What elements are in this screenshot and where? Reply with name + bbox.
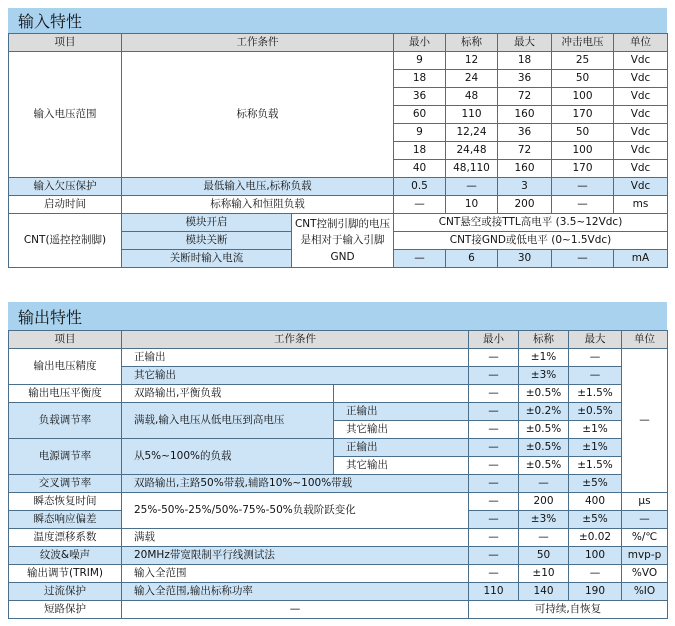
output-header-row: [9, 331, 668, 349]
table-row: [9, 349, 668, 367]
cell-max: —: [569, 349, 622, 367]
deviation-label: 瞬态响应偏差: [9, 511, 122, 529]
cell-max: 100: [569, 547, 622, 565]
cnt-off-current: 关断时输入电流: [122, 250, 292, 268]
scp-cond: —: [122, 601, 469, 619]
cell-unit: %VO: [622, 565, 668, 583]
col-condition: 工作条件: [122, 34, 394, 52]
cell-min: —: [469, 565, 519, 583]
cell-nom: ±0.2%: [519, 403, 569, 421]
cell-nom: 140: [519, 583, 569, 601]
cell-nom: ±0.5%: [519, 421, 569, 439]
startup-row: [9, 196, 668, 214]
cell-max: ±1.5%: [569, 385, 622, 403]
scp-label: 短路保护: [9, 601, 122, 619]
cell-min: 9: [394, 52, 446, 70]
cell-max: 18: [498, 52, 552, 70]
cell-surge: 50: [552, 124, 614, 142]
output-section-title: 输出特性: [8, 302, 667, 330]
cell-min: —: [469, 367, 519, 385]
table-row: [9, 403, 668, 421]
cell-min: —: [469, 457, 519, 475]
cell-unit: Vdc: [614, 124, 668, 142]
cell-min: —: [469, 511, 519, 529]
cell-unit: mvp-p: [622, 547, 668, 565]
balance-cond: 双路输出,平衡负载: [122, 385, 334, 403]
cell-unit: Vdc: [614, 142, 668, 160]
accuracy-main-cond: 正输出: [122, 349, 469, 367]
cell-nom: 12: [446, 52, 498, 70]
cell-nom: 12,24: [446, 124, 498, 142]
cell-nom: ±0.5%: [519, 439, 569, 457]
scp-value: 可持续,自恢复: [469, 601, 668, 619]
cell-max: 36: [498, 124, 552, 142]
cell-max: ±0.02: [569, 529, 622, 547]
cell-nom: ±0.5%: [519, 457, 569, 475]
cell-min: —: [469, 439, 519, 457]
cell-min: —: [469, 529, 519, 547]
cell-surge: —: [552, 178, 614, 196]
cell-nom: ±10: [519, 565, 569, 583]
voltage-range-condition: 标称负载: [122, 52, 394, 178]
cell-surge: 170: [552, 106, 614, 124]
load-reg-pos: 正输出: [334, 403, 469, 421]
cell-min: —: [469, 547, 519, 565]
cell-unit: %/℃: [622, 529, 668, 547]
undervoltage-label: 输入欠压保护: [9, 178, 122, 196]
table-row: [9, 385, 668, 403]
load-reg-label: 负载调节率: [9, 403, 122, 439]
cell-max: ±5%: [569, 475, 622, 493]
cell-max: 400: [569, 493, 622, 511]
cell-max: 160: [498, 106, 552, 124]
cell-unit: ms: [614, 196, 668, 214]
cell-max: —: [569, 367, 622, 385]
cell-min: —: [469, 403, 519, 421]
trim-cond: 输入全范围: [122, 565, 469, 583]
temp-cond: 满载: [122, 529, 469, 547]
cell-nom: ±3%: [519, 367, 569, 385]
cell-nom: 110: [446, 106, 498, 124]
cell-unit: Vdc: [614, 70, 668, 88]
cell-unit: Vdc: [614, 52, 668, 70]
ocp-cond: 输入全范围,输出标称功率: [122, 583, 469, 601]
cell-unit: μs: [622, 493, 668, 511]
table-row: [9, 565, 668, 583]
voltage-range-label: 输入电压范围: [9, 52, 122, 178]
cell-nom: ±1%: [519, 349, 569, 367]
col-surge: 冲击电压: [552, 34, 614, 52]
cell-min: —: [469, 475, 519, 493]
cell-max: —: [569, 565, 622, 583]
cell-nom: 24,48: [446, 142, 498, 160]
col-min: 最小: [394, 34, 446, 52]
cell-min: —: [469, 493, 519, 511]
table-row: [9, 52, 668, 70]
col-max: 最大: [498, 34, 552, 52]
line-reg-other: 其它输出: [334, 457, 469, 475]
load-reg-other: 其它输出: [334, 421, 469, 439]
output-spec-table: [8, 330, 668, 619]
cell-max: 72: [498, 88, 552, 106]
cell-min: —: [394, 196, 446, 214]
col-min: 最小: [469, 331, 519, 349]
cell-surge: 25: [552, 52, 614, 70]
regulation-unit: —: [622, 349, 668, 493]
cnt-off-spec: CNT接GND或低电平 (0~1.5Vdc): [394, 232, 668, 250]
cell-min: 9: [394, 124, 446, 142]
temp-label: 温度漂移系数: [9, 529, 122, 547]
col-condition: 工作条件: [122, 331, 469, 349]
table-row: [9, 475, 668, 493]
table-row: [9, 439, 668, 457]
table-row: [9, 547, 668, 565]
input-section-title: 输入特性: [8, 8, 667, 33]
cell-nom: 10: [446, 196, 498, 214]
cell-nom: —: [519, 529, 569, 547]
cell-max: ±5%: [569, 511, 622, 529]
cell-surge: —: [552, 196, 614, 214]
cell-max: 190: [569, 583, 622, 601]
cnt-label: CNT(遥控控制脚): [9, 214, 122, 268]
startup-condition: 标称输入和恒阻负载: [122, 196, 394, 214]
col-unit: 单位: [614, 34, 668, 52]
cell-unit: Vdc: [614, 160, 668, 178]
col-unit: 单位: [622, 331, 668, 349]
ripple-label: 纹波&噪声: [9, 547, 122, 565]
cell-max: 200: [498, 196, 552, 214]
cell-min: 36: [394, 88, 446, 106]
cell-max: ±1.5%: [569, 457, 622, 475]
col-item: 项目: [9, 34, 122, 52]
cell-unit: —: [622, 511, 668, 529]
cell-nom: —: [446, 178, 498, 196]
cell-surge: 50: [552, 70, 614, 88]
cnt-module-on: 模块开启: [122, 214, 292, 232]
cell-max: 160: [498, 160, 552, 178]
ocp-label: 过流保护: [9, 583, 122, 601]
cell-nom: ±0.5%: [519, 385, 569, 403]
cell-min: —: [469, 349, 519, 367]
undervoltage-row: [9, 178, 668, 196]
load-reg-cond: 满载,输入电压从低电压到高电压: [122, 403, 334, 439]
ripple-cond: 20MHz带宽限制平行线测试法: [122, 547, 469, 565]
cell-nom: 48,110: [446, 160, 498, 178]
cell-min: —: [469, 421, 519, 439]
cnt-module-off: 模块关断: [122, 232, 292, 250]
cell-max: 72: [498, 142, 552, 160]
table-row: [9, 529, 668, 547]
cell-max: 3: [498, 178, 552, 196]
cell-nom: 50: [519, 547, 569, 565]
cell-min: 40: [394, 160, 446, 178]
cell-unit: Vdc: [614, 178, 668, 196]
cnt-description: CNT控制引脚的电压是相对于输入引脚GND: [292, 214, 394, 268]
undervoltage-condition: 最低输入电压,标称负载: [122, 178, 394, 196]
cell-min: —: [394, 250, 446, 268]
cell-min: 60: [394, 106, 446, 124]
cell-surge: 100: [552, 88, 614, 106]
line-reg-pos: 正输出: [334, 439, 469, 457]
cell-min: 0.5: [394, 178, 446, 196]
cell-surge: —: [552, 250, 614, 268]
table-row: [9, 583, 668, 601]
cell-min: 110: [469, 583, 519, 601]
transient-cond: 25%-50%-25%/50%-75%-50%负载阶跃变化: [122, 493, 469, 529]
cell-unit: Vdc: [614, 106, 668, 124]
col-nom: 标称: [446, 34, 498, 52]
balance-label: 输出电压平衡度: [9, 385, 122, 403]
cnt-on-spec: CNT悬空或接TTL高电平 (3.5~12Vdc): [394, 214, 668, 232]
col-max: 最大: [569, 331, 622, 349]
cell-nom: 24: [446, 70, 498, 88]
cell-surge: 100: [552, 142, 614, 160]
startup-label: 启动时间: [9, 196, 122, 214]
line-reg-cond: 从5%~100%的负载: [122, 439, 334, 475]
table-row: [9, 493, 668, 511]
cnt-row-on: [9, 214, 668, 232]
cell-nom: 48: [446, 88, 498, 106]
cell-nom: ±3%: [519, 511, 569, 529]
cell-max: ±1%: [569, 439, 622, 457]
cell-min: —: [469, 385, 519, 403]
cell-max: ±0.5%: [569, 403, 622, 421]
cell-max: 30: [498, 250, 552, 268]
line-reg-label: 电源调节率: [9, 439, 122, 475]
cell-nom: —: [519, 475, 569, 493]
trim-label: 输出调节(TRIM): [9, 565, 122, 583]
cell-nom: 200: [519, 493, 569, 511]
cross-reg-label: 交叉调节率: [9, 475, 122, 493]
table-row: [9, 601, 668, 619]
col-item: 项目: [9, 331, 122, 349]
cell-max: ±1%: [569, 421, 622, 439]
cell-unit: mA: [614, 250, 668, 268]
cell-surge: 170: [552, 160, 614, 178]
accuracy-other-cond: 其它输出: [122, 367, 469, 385]
cell-max: 36: [498, 70, 552, 88]
accuracy-label: 输出电压精度: [9, 349, 122, 385]
cell-unit: %IO: [622, 583, 668, 601]
cell-min: 18: [394, 142, 446, 160]
col-nom: 标称: [519, 331, 569, 349]
input-spec-table: [8, 33, 668, 268]
cell-min: 18: [394, 70, 446, 88]
cell-nom: 6: [446, 250, 498, 268]
cross-reg-cond: 双路输出,主路50%带载,辅路10%~100%带载: [122, 475, 469, 493]
cell-unit: Vdc: [614, 88, 668, 106]
recovery-label: 瞬态恢复时间: [9, 493, 122, 511]
input-header-row: [9, 34, 668, 52]
